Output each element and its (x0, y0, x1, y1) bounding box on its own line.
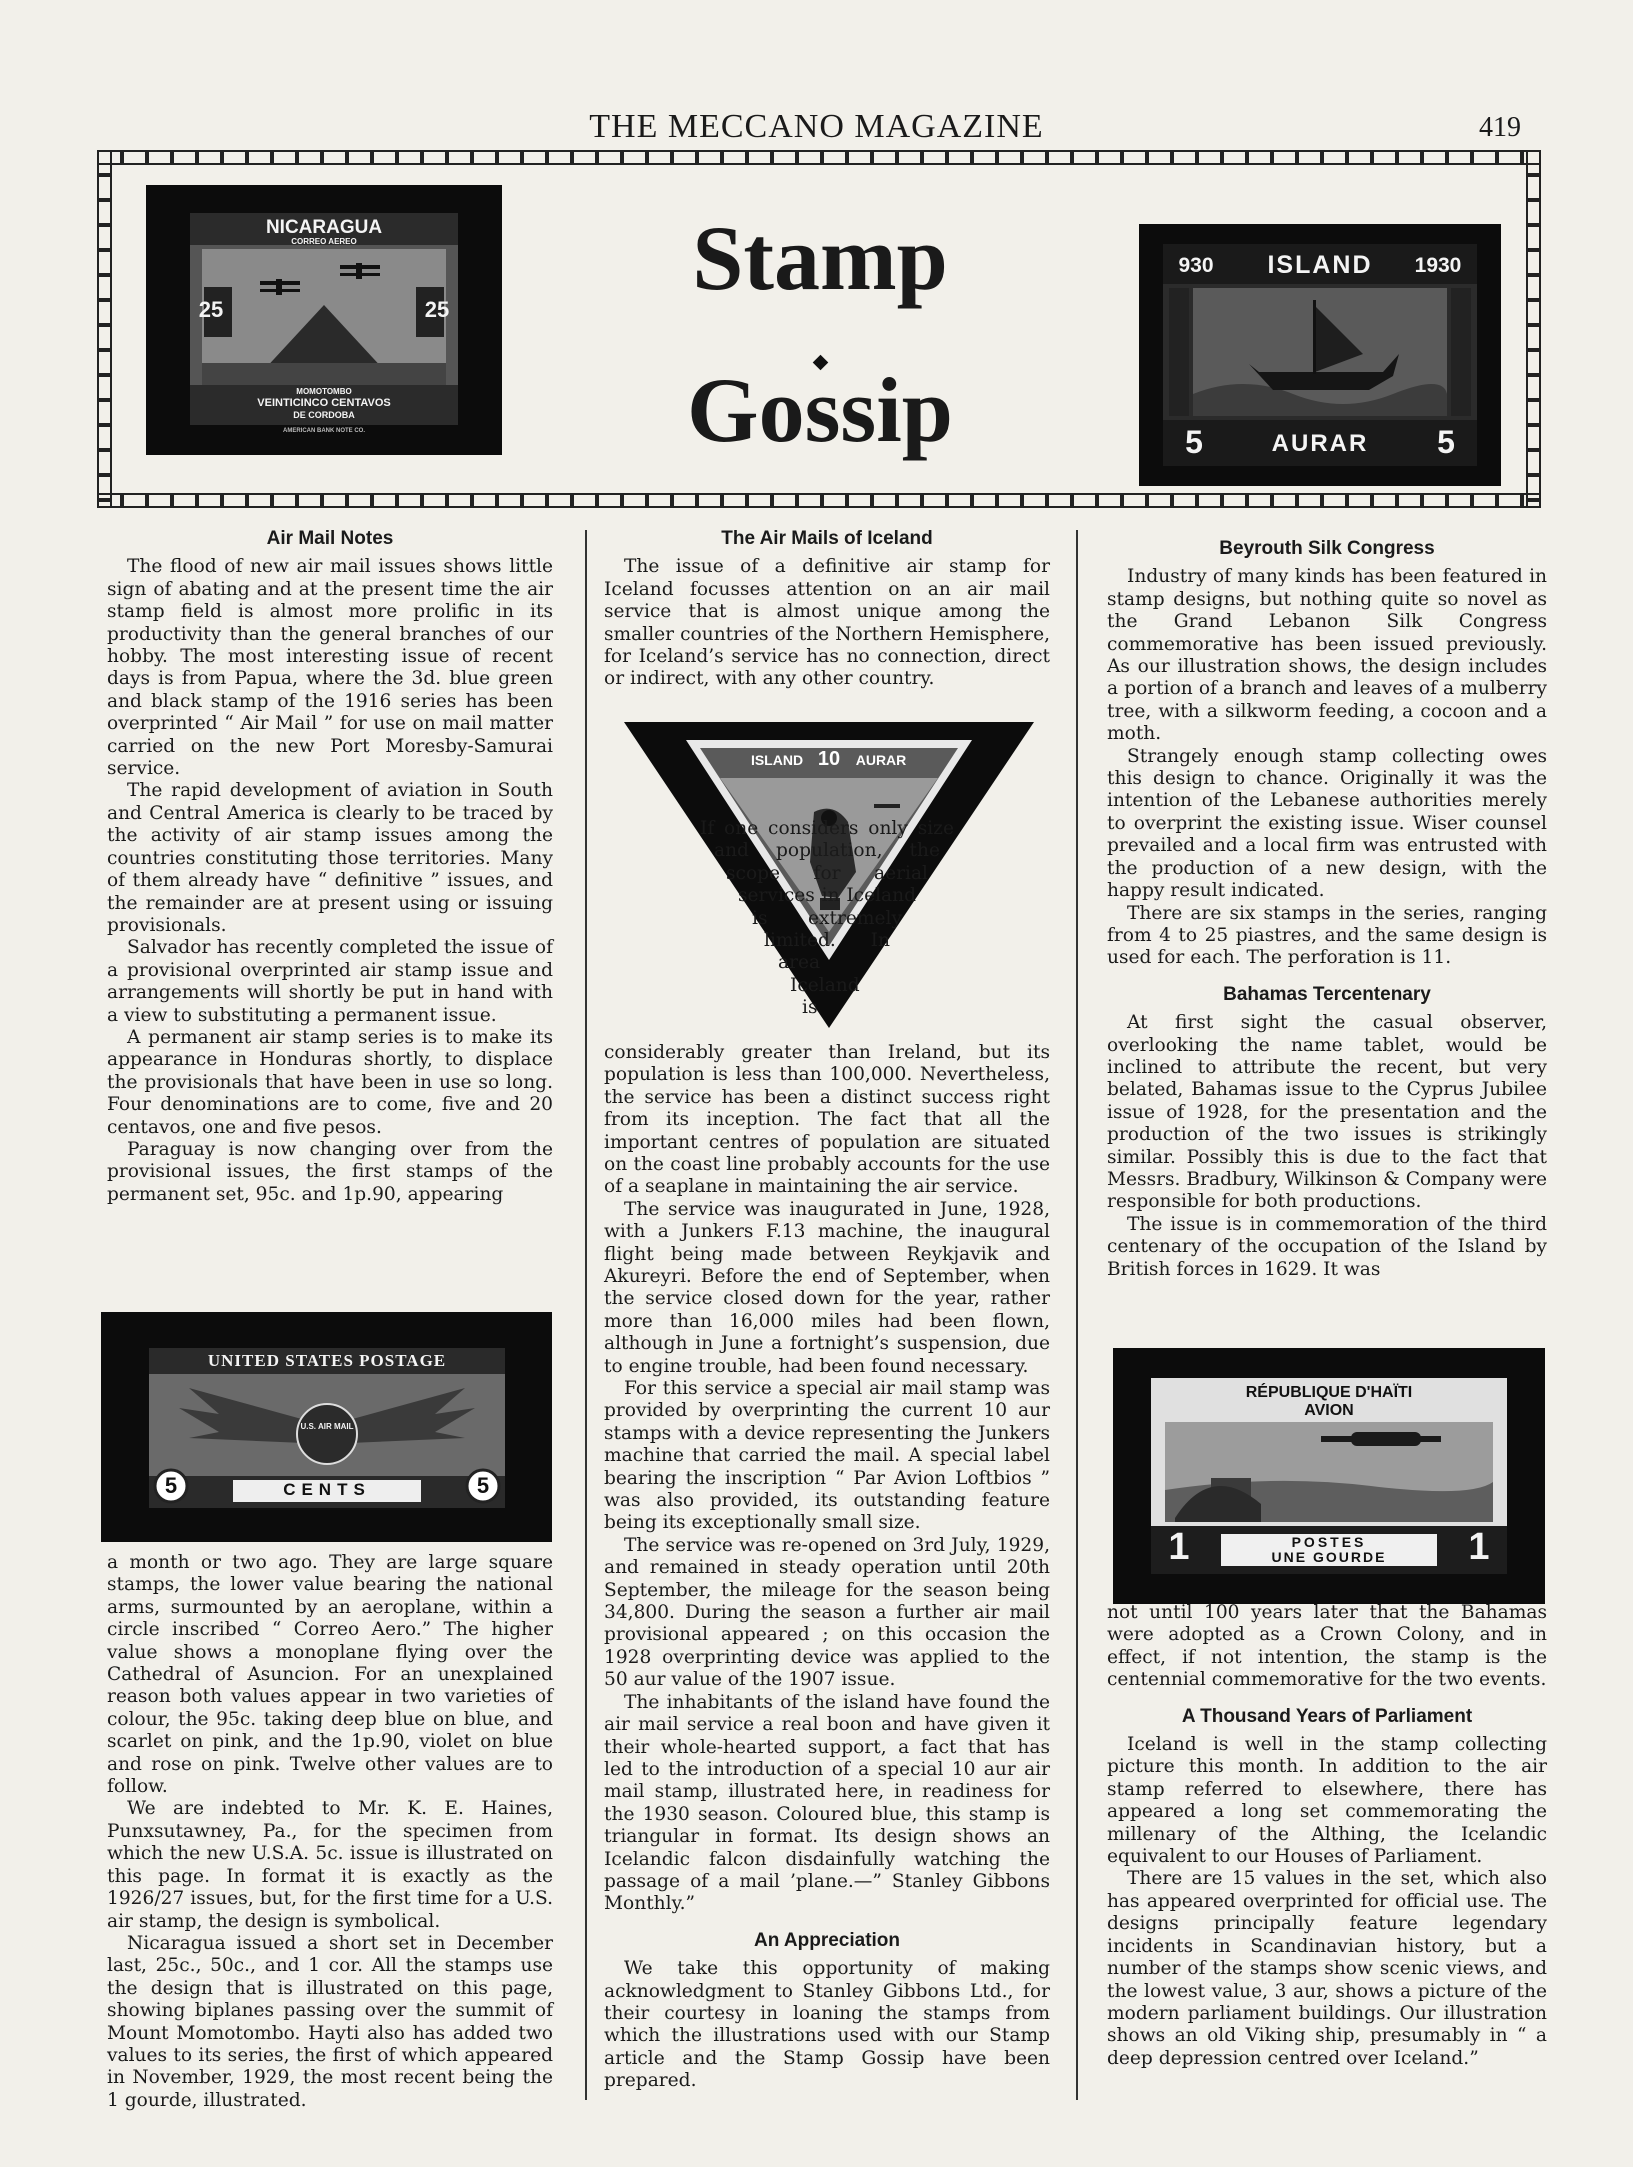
paragraph: Iceland is well in the stamp collecting picture this month. In addition to the air stamp referred to elsewhere, there has appeared a long set commemorating the millenary of the Althing, the Icelandic equivalent to our Houses of Parliament. (1107, 1734, 1547, 1868)
iceland-viking-value-right: 5 (1437, 424, 1455, 460)
column-2-top (604, 528, 1050, 691)
nicaragua-place: DE CORDOBA (293, 410, 355, 420)
paragraph: There are 15 values in the set, which also has appeared overprinted for official use. The designs principally feature legendary incidents in Scandinavian history, but a number of the stamps show scenic views, and the lowest value, 3 aur, shows a picture of the modern parliament buildings. Our illustration shows an old Viking ship, presumably in “ a deep depression centred over Iceland.” (1107, 1868, 1547, 2069)
nicaragua-subtitle: CORREO AEREO (291, 237, 357, 246)
nicaragua-mountain: MOMOTOMBO (296, 387, 352, 396)
nicaragua-value-left: 25 (198, 297, 224, 322)
paragraph: Nicaragua issued a short set in December last, 25c., 50c., and 1 cor. All the stamps use the design that is illustrated on this page, showing biplanes passing over the summit of Mount Momotombo. Hayti also has added two values to its series, the first of which appeared in November, 1929, the most recent being the 1 gourde, illustrated. (107, 1932, 553, 2111)
iceland-viking-country: ISLAND (1267, 251, 1373, 279)
left-border (97, 150, 112, 508)
iceland-falcon-country: ISLAND (750, 752, 804, 768)
paragraph: We take this opportunity of making acknowledgment to Stanley Gibbons Ltd., for their courtesy in loaning the stamps from which the illustrations used with our Stamp article and the Stamp Gossip have been prepared. (604, 1958, 1050, 2092)
haiti-postes: POSTES (1291, 1534, 1367, 1550)
column-1-top (107, 528, 553, 1206)
usa-center-legend: U.S. AIR MAIL (300, 1422, 354, 1431)
headline-stamp: Stamp (692, 207, 948, 309)
paragraph: The flood of new air mail issues shows little sign of abating and at the present time the air stamp field is almost more prolific in its productivity than the general branches of our hobby. The most interesting issue of recent days is from Papua, where the 3d. blue green and black stamp of the 1916 series has been overprinted “ Air Mail ” for use on mail matter carried on the new Port Moresby-Samurai service. (107, 556, 553, 780)
paragraph: For this service a special air mail stamp was provided by overprinting the current 10 aur stamps with a device representing the Junkers machine that carried the mail. A special label bearing the inscription “ Par Avion Loftbios ” was also provided, its outstanding feature being its exceptionally small size. (604, 1378, 1050, 1534)
paragraph: The inhabitants of the island have found the air mail service a real boon and have given it their whole-hearted support, a fact that has led to the introduction of a special 10 aur air mail stamp, illustrated here, in readiness for the 1930 season. Coloured blue, this stamp is triangular in format. Its design shows an Icelandic falcon disdainfully watching the passage of a mail ’plane.—” Stanley Gibbons Monthly.” (604, 1691, 1050, 1915)
paragraph: There are six stamps in the series, ranging from 4 to 25 piastres, and the same design is used for each. The perforation is 11. (1107, 902, 1547, 969)
haiti-denomination: UNE GOURDE (1271, 1549, 1387, 1565)
column-1-bottom (107, 1552, 553, 2112)
iceland-viking-value-left: 5 (1185, 424, 1203, 460)
top-border (97, 150, 1541, 165)
iceland-viking-currency: AURAR (1271, 430, 1369, 457)
nicaragua-country: NICARAGUA (265, 217, 383, 238)
haiti-country: RÉPUBLIQUE D'HAÏTI (1245, 1384, 1413, 1401)
nicaragua-denomination: VEINTICINCO CENTAVOS (257, 397, 391, 409)
heading-air-mails-of-iceland: The Air Mails of Iceland (721, 528, 933, 549)
heading-beyrouth-silk-congress: Beyrouth Silk Congress (1219, 538, 1435, 559)
column-3-top (1107, 538, 1547, 1281)
bottom-border (97, 493, 1541, 508)
paragraph: The issue of a definitive air stamp for Iceland focusses attention on an air mail service that is almost unique among the smaller countries of the Northern Hemisphere, for Iceland’s service has no connection, direct or indirect, with any other country. (604, 556, 1050, 690)
heading-bahamas-tercentenary: Bahamas Tercentenary (1223, 983, 1431, 1005)
heading-air-mail-notes: Air Mail Notes (266, 528, 394, 549)
iceland-falcon-value: 10 (817, 748, 841, 770)
paragraph: Paraguay is now changing over from the provisional issues, the first stamps of the permanent set, 95c. and 1p.90, appearing (107, 1138, 553, 1205)
paragraph: A permanent air stamp series is to make its appearance in Honduras shortly, to displace the provisionals that have been in use so long. Four denominations are to come, five and 20 centavos, one and five pesos. (107, 1026, 553, 1138)
right-border (1526, 150, 1541, 508)
usa-air-mail-stamp-illustration (101, 1312, 552, 1542)
paragraph-continued: not until 100 years later that the Bahamas were adopted as a Crown Colony, and in effect, if not intention, the stamp is the centennial commemorative for the two events. (1107, 1602, 1547, 1691)
heading-thousand-years-parliament: A Thousand Years of Parliament (1181, 1705, 1473, 1727)
paragraph: We are indebted to Mr. K. E. Haines, Punxsutawney, Pa., for the specimen from which the new U.S.A. 5c. issue is illustrated on this page. In format it is exactly as the 1926/27 issues, but, for the first time for a U.S. air stamp, the design is symbolical. (107, 1798, 553, 1932)
paragraph: Salvador has recently completed the issue of a provisional overprinted air stamp issue and arrangements will shortly be put in hand with a view to substituting a permanent issue. (107, 937, 553, 1026)
usa-value-right: 5 (476, 1473, 490, 1498)
nicaragua-value-right: 25 (424, 297, 450, 322)
column-2-middle (604, 818, 1050, 2093)
haiti-avion: AVION (1304, 1402, 1354, 1419)
paragraph: The rapid development of aviation in South and Central America is clearly to be traced by the activity of air stamp issues among the countries constituting those territories. Many of them already have “ definitive ” issues, and the remainder are at present using or issuing provisionals. (107, 780, 553, 936)
iceland-viking-stamp-illustration (1139, 224, 1501, 486)
paragraph: The service was re-opened on 3rd July, 1929, and remained in steady operation until 20th September, the mileage for the season being 34,800. During the season a further air mail provisional appeared ; on this occasion the 1928 overprinting device was applied to the 50 aur value of the 1907 issue. (604, 1534, 1050, 1691)
haiti-value-left: 1 (1168, 1526, 1190, 1568)
usa-denomination: CENTS (283, 1480, 371, 1499)
paragraph: At first sight the casual observer, overlooking the name tablet, would be inclined to attribute the recent, but very belated, Bahamas issue to the Cyprus Jubilee issue of 1928, for the presentation and the production of the two issues is strikingly similar. Possibly this is due to the fact that Messrs. Bradbury, Wilkinson & Company were responsible for both productions. (1107, 1012, 1547, 1213)
iceland-viking-year-right: 1930 (1414, 254, 1462, 277)
paragraph: Industry of many kinds has been featured in stamp designs, but nothing quite so novel as the Grand Lebanon Silk Congress commemorative has been issued previously. As our illustration shows, the design includes a portion of a branch and leaves of a mulberry tree, with a silkworm feeding, a cocoon and a moth. (1107, 566, 1547, 745)
heading-an-appreciation: An Appreciation (753, 1929, 901, 1951)
paragraph-wrapped: If one considers only size and population, the scope for aerial services in Iceland is extremely limited. In area Iceland is considerably greater than Ireland, but its population is less than 100,000. Nevertheless, the service has been a distinct success right from its inception. The fact that all the important centres of population are situated on the coast line probably accounts for the use of a seaplane in maintaining the air service. (604, 818, 1050, 1198)
haiti-value-right: 1 (1468, 1526, 1490, 1568)
column-3-bottom (1107, 1602, 1547, 2070)
usa-top-legend: UNITED STATES POSTAGE (207, 1351, 447, 1370)
paragraph-continued: a month or two ago. They are large square stamps, the lower value bearing the national arms, surmounted by an aeroplane, within a circle inscribed “ Correo Aero.” The higher value shows a monoplane flying over the Cathedral of Asuncion. For an unexplained reason both values appear in two varieties of colour, the 95c. taking deep blue on blue, and scarlet on pink, and the 1p.90, violet on blue and rose on pink. Twelve other values are to follow. (107, 1552, 553, 1798)
paragraph: The issue is in commemoration of the third centenary of the occupation of the Island by British forces in 1629. It was (1107, 1213, 1547, 1280)
nicaragua-stamp-illustration (146, 185, 502, 455)
usa-value-left: 5 (164, 1473, 178, 1498)
running-title: THE MECCANO MAGAZINE (589, 108, 1044, 145)
iceland-falcon-currency: AURAR (855, 752, 907, 768)
page-number: 419 (1479, 112, 1521, 143)
iceland-viking-year-left: 930 (1178, 254, 1214, 277)
nicaragua-printer: AMERICAN BANK NOTE CO. (283, 428, 365, 434)
headline-gossip: Gossip (687, 359, 953, 461)
paragraph: The service was inaugurated in June, 1928, with a Junkers F.13 machine, the inaugural flight being made between Reykjavik and Akureyri. Before the end of September, when the service closed down for the year, rather more than 16,000 miles had been flown, although in June a fortnight’s suspension, due to engine trouble, had been found necessary. (604, 1198, 1050, 1377)
paragraph: Strangely enough stamp collecting owes this design to chance. Originally it was the intention of the Lebanese authorities merely to overprint the existing issue. Wiser counsel prevailed and a local firm was entrusted with the production of a new design, with the happy result indicated. (1107, 745, 1547, 902)
haiti-stamp-illustration (1113, 1348, 1545, 1604)
